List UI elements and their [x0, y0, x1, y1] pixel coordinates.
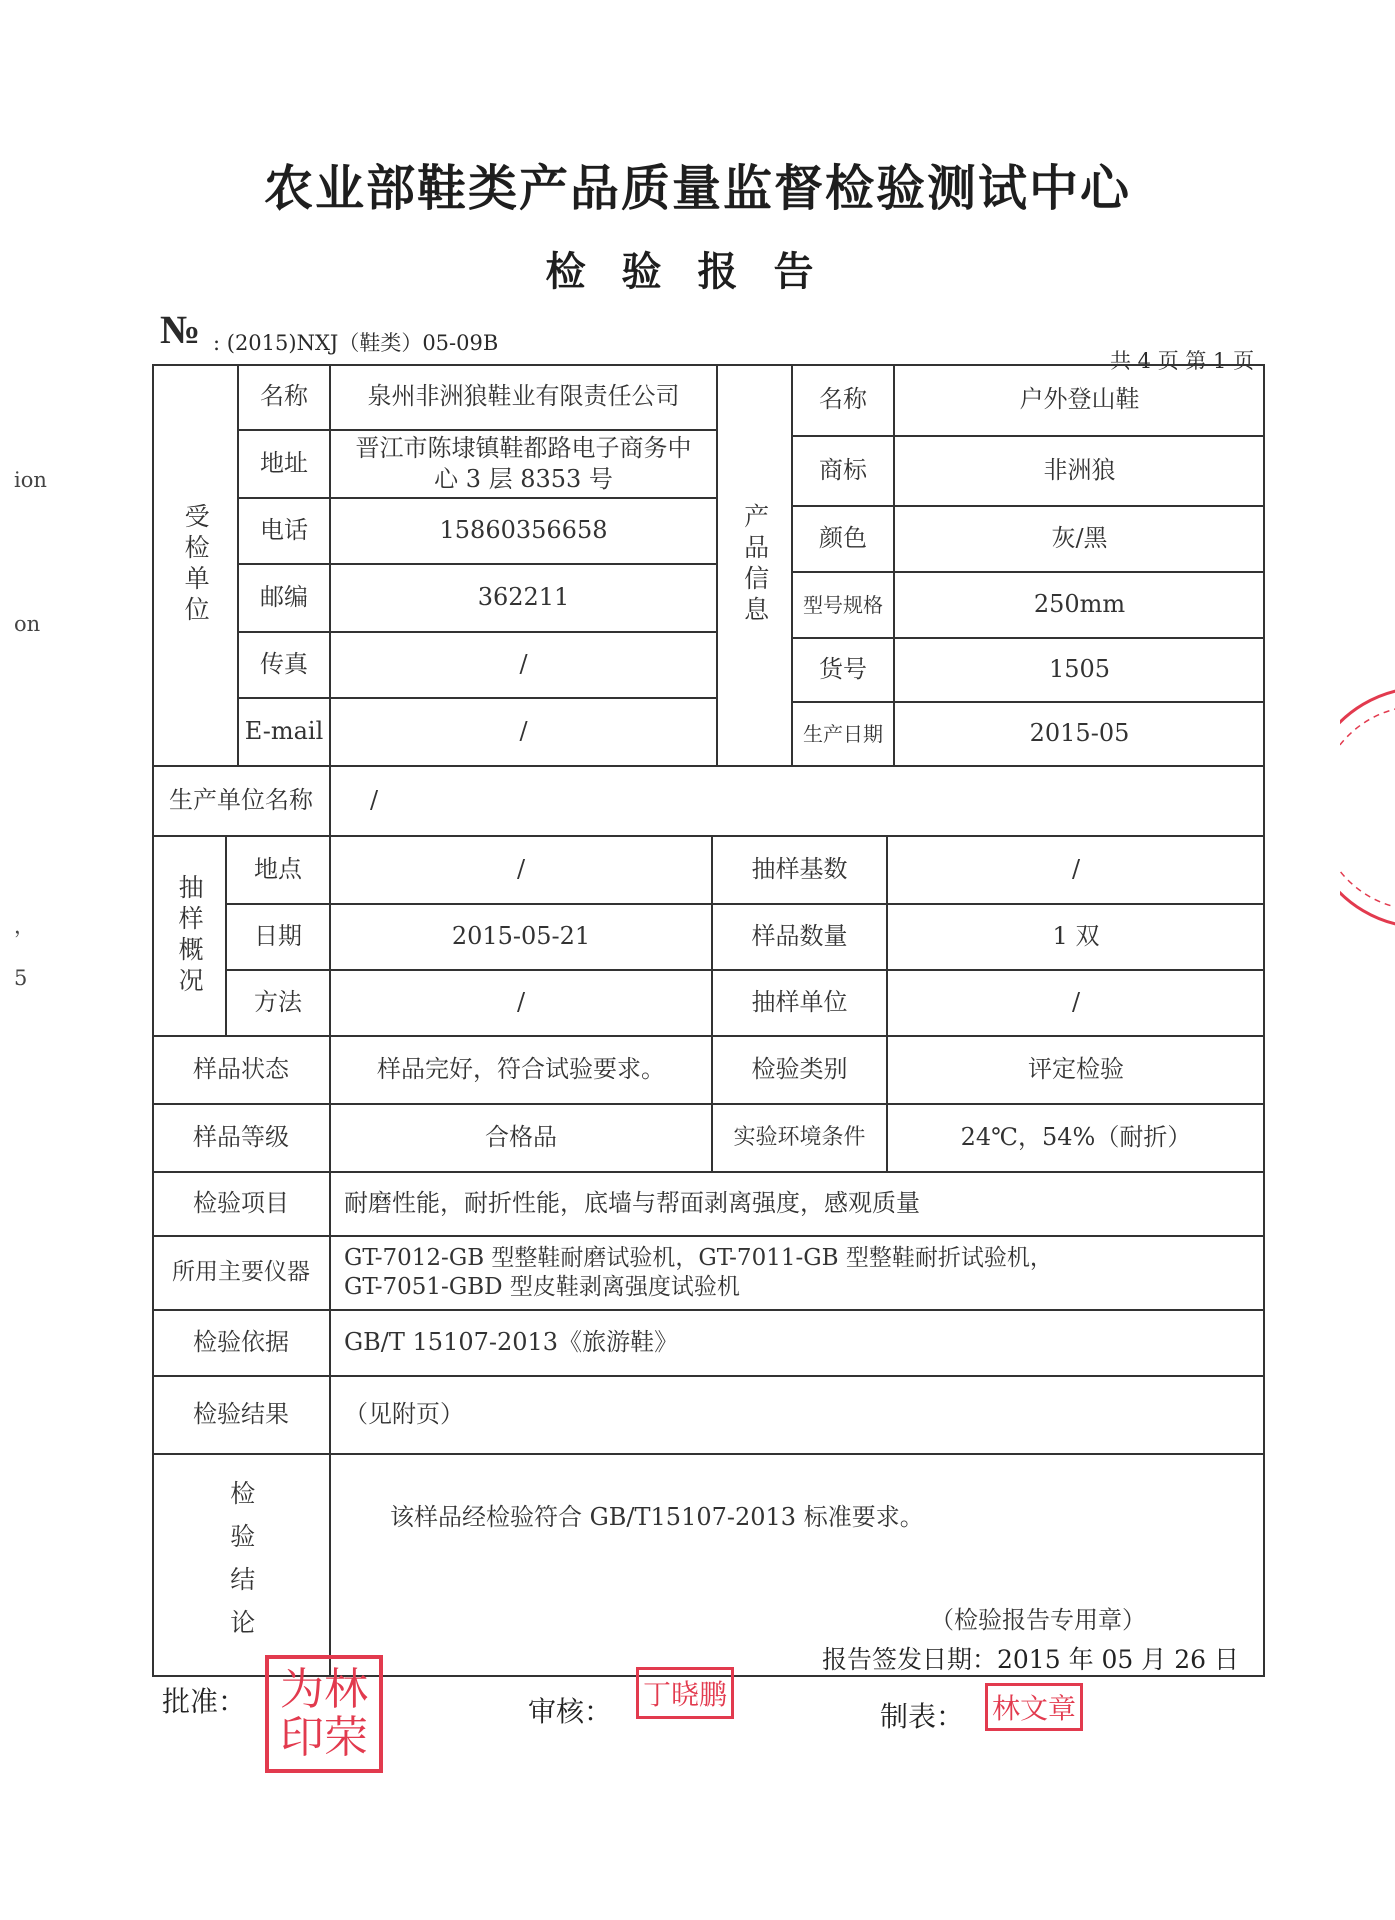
margin-fragment: ion: [14, 468, 47, 492]
seal-fragment-icon: [1340, 680, 1395, 940]
client-section-label: 受检单位: [181, 503, 211, 627]
margin-fragment: ，: [14, 914, 35, 938]
lab-conditions-label: 实验环境条件: [733, 1124, 866, 1150]
client-address-label: 地址: [260, 449, 308, 478]
instruments-line-2: GT-7051-GBD 型皮鞋剥离强度试验机: [344, 1274, 740, 1300]
product-date-label: 生产日期: [803, 722, 883, 746]
instruments-value: [330, 1236, 1265, 1310]
client-phone-value: 15860356658: [439, 516, 608, 545]
prepare-seal: 林文章: [985, 1683, 1083, 1731]
result-value: （见附页）: [344, 1400, 464, 1429]
instruments-label: 所用主要仪器: [172, 1259, 310, 1286]
sampling-date-label: 日期: [254, 922, 302, 951]
test-category-value: 评定检验: [1028, 1055, 1124, 1084]
product-spec-value: 250mm: [1033, 590, 1126, 619]
test-category-label: 检验类别: [751, 1055, 848, 1084]
report-title: 检验报告: [545, 249, 850, 295]
number-sign: №: [160, 307, 201, 352]
sample-status-label: 样品状态: [193, 1055, 289, 1084]
basis-value: GB/T 15107-2013《旅游鞋》: [344, 1328, 679, 1357]
product-color-label: 颜色: [819, 524, 867, 553]
review-label: 审核：: [528, 1695, 613, 1728]
sample-grade-label: 样品等级: [193, 1123, 289, 1152]
sample-quantity-value: 1 双: [1052, 922, 1100, 951]
product-name-value: 户外登山鞋: [1019, 385, 1140, 414]
client-email-value: /: [519, 717, 528, 746]
page-count: 共 4 页 第 1 页: [1110, 349, 1255, 373]
margin-fragment: on: [14, 612, 41, 636]
product-date-value: 2015-05: [1029, 719, 1130, 748]
product-brand-label: 商标: [819, 456, 867, 485]
client-phone-label: 电话: [260, 516, 308, 545]
product-name-label: 名称: [819, 385, 867, 414]
client-name-label: 名称: [260, 382, 308, 411]
client-postcode-value: 362211: [477, 583, 570, 612]
sampling-base-value: /: [1071, 855, 1081, 884]
sample-grade-value: 合格品: [485, 1123, 557, 1152]
product-spec-label: 型号规格: [803, 593, 883, 617]
client-name-value: 泉州非洲狼鞋业有限责任公司: [367, 382, 680, 411]
product-item-no-label: 货号: [819, 655, 867, 684]
client-fax-value: /: [519, 650, 528, 679]
sampling-unit-value: /: [1071, 988, 1081, 1017]
client-fax-label: 传真: [260, 650, 308, 679]
sample-quantity-label: 样品数量: [751, 922, 848, 951]
sampling-date-value: 2015-05-21: [451, 922, 591, 951]
sampling-base-label: 抽样基数: [751, 855, 848, 884]
sampling-place-value: /: [516, 855, 526, 884]
sampling-section-label: 抽样概况: [175, 874, 205, 998]
lab-conditions-value: 24℃，54%（耐折）: [960, 1123, 1192, 1152]
client-address-value: 晋江市陈埭镇鞋都路电子商务中心 3 层 8353 号: [355, 433, 692, 493]
product-brand-value: 非洲狼: [1043, 456, 1116, 485]
conclusion-text: 该样品经检验符合 GB/T15107-2013 标准要求。: [390, 1503, 924, 1531]
result-label: 检验结果: [193, 1400, 289, 1429]
approve-label: 批准：: [162, 1685, 247, 1718]
conclusion-section-label: 检验结论: [226, 1479, 256, 1652]
instruments-line-1: GT-7012-GB 型整鞋耐磨试验机，GT-7011-GB 型整鞋耐折试验机，: [344, 1245, 1053, 1272]
product-section-label: 产品信息: [740, 503, 770, 627]
test-items-label: 检验项目: [193, 1189, 289, 1218]
sampling-method-value: /: [516, 988, 526, 1017]
issue-date: 报告签发日期：2015 年 05 月 26 日: [822, 1645, 1239, 1674]
org-title: 农业部鞋类产品质量监督检验测试中心: [263, 160, 1131, 217]
seal-note: （检验报告专用章）: [930, 1606, 1146, 1634]
basis-label: 检验依据: [193, 1328, 289, 1357]
manufacturer-value: /: [370, 786, 379, 815]
prepare-label: 制表：: [880, 1700, 965, 1733]
margin-fragment: 5: [14, 966, 28, 990]
test-items-value: 耐磨性能，耐折性能，底墙与帮面剥离强度，感观质量: [344, 1189, 920, 1218]
approve-seal: 为林 印荣: [265, 1655, 383, 1773]
sample-status-value: 样品完好，符合试验要求。: [377, 1055, 665, 1084]
product-item-no-value: 1505: [1048, 655, 1111, 684]
product-color-value: 灰/黑: [1051, 524, 1108, 553]
sampling-unit-label: 抽样单位: [751, 988, 848, 1017]
client-postcode-label: 邮编: [260, 583, 308, 612]
report-number: : (2015)NXJ（鞋类）05-09B: [213, 331, 499, 355]
manufacturer-label: 生产单位名称: [169, 786, 313, 815]
review-seal: 丁晓鹏: [636, 1667, 734, 1719]
client-email-label: E-mail: [244, 717, 324, 746]
sampling-place-label: 地点: [254, 855, 302, 884]
sampling-method-label: 方法: [254, 988, 302, 1017]
